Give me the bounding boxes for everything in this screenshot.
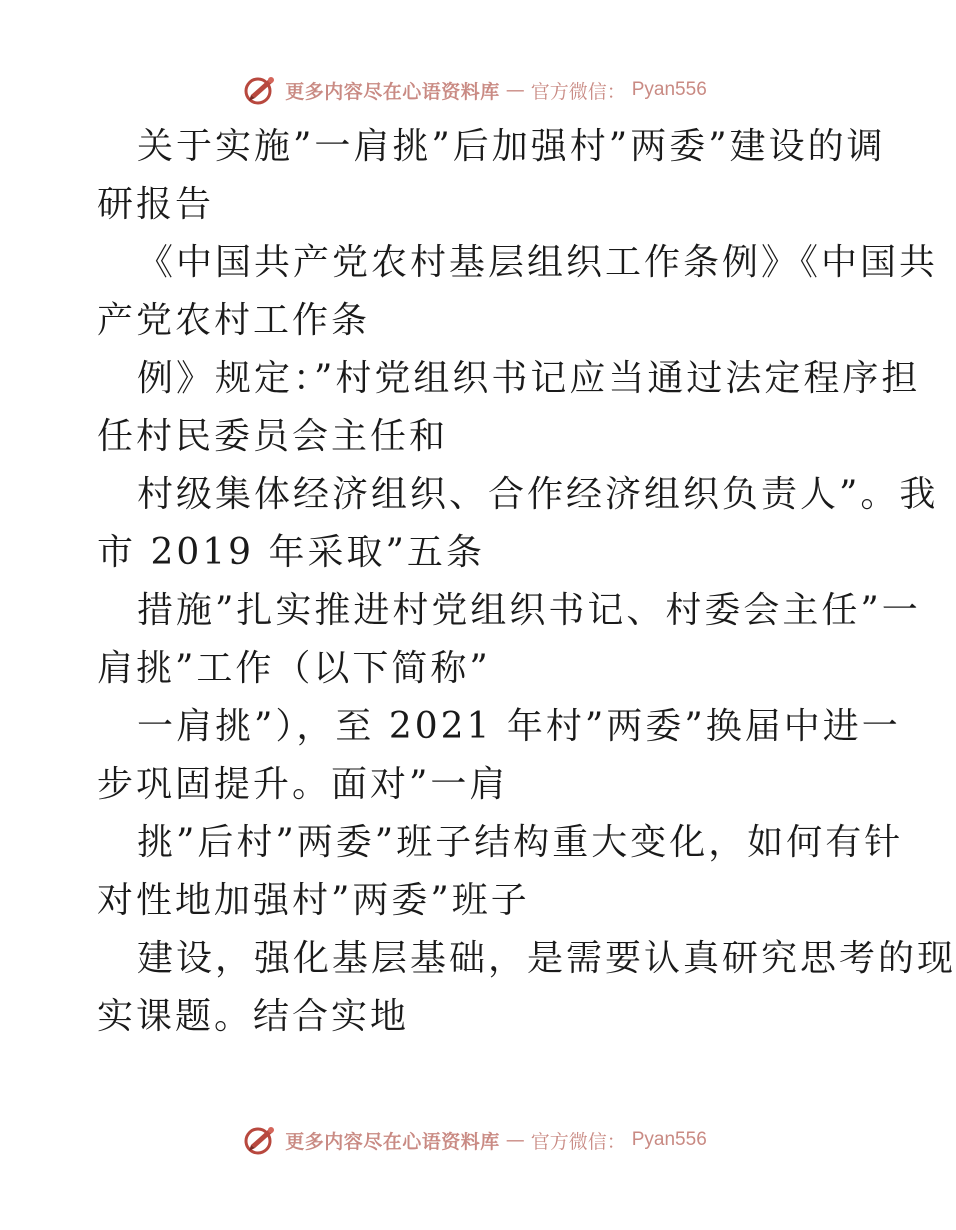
body-line: 肩挑”工作（以下简称”	[97, 648, 491, 689]
title-line-2: 研报告	[97, 184, 215, 225]
footer-watermark	[0, 1120, 950, 1160]
pen-logo-icon	[243, 73, 279, 107]
watermark-wechat-label: 官方微信：	[530, 80, 626, 103]
watermark-dash: —	[505, 79, 525, 101]
body-line: 措施”扎实推进村党组织书记、村委会主任”一	[137, 590, 921, 631]
watermark-wechat-id: Pyan556	[631, 79, 707, 100]
body-line: 例》规定：”村党组织书记应当通过法定程序担	[137, 358, 921, 399]
body-line: 挑”后村”两委”班子结构重大变化，如何有针	[137, 822, 904, 863]
body-line: 市 2019 年采取”五条	[97, 532, 485, 573]
pen-logo-icon	[243, 1123, 279, 1157]
body-line: 产党农村工作条	[97, 300, 371, 341]
body-line: 一肩挑”），至 2021 年村”两委”换届中进一	[137, 706, 901, 747]
watermark-text: 更多内容尽在心语资料库	[285, 80, 500, 103]
body-line: 实课题。结合实地	[97, 996, 410, 1037]
body-line: 《中国共产党农村基层组织工作条例》《中国共	[137, 242, 939, 283]
watermark-dash: —	[505, 1129, 525, 1151]
body-line: 建设，强化基层基础，是需要认真研究思考的现	[137, 938, 956, 979]
body-line: 村级集体经济组织、合作经济组织负责人”。我	[137, 474, 939, 515]
title-line-1: 关于实施”一肩挑”后加强村”两委”建设的调	[137, 126, 886, 167]
header-watermark	[0, 70, 950, 110]
body-line: 对性地加强村”两委”班子	[97, 880, 530, 921]
watermark-text: 更多内容尽在心语资料库	[285, 1130, 500, 1153]
body-line: 任村民委员会主任和	[97, 416, 449, 457]
document-body	[97, 118, 956, 1046]
watermark-wechat-id: Pyan556	[631, 1129, 707, 1150]
body-line: 步巩固提升。面对”一肩	[97, 764, 509, 805]
watermark-wechat-label: 官方微信：	[530, 1130, 626, 1153]
